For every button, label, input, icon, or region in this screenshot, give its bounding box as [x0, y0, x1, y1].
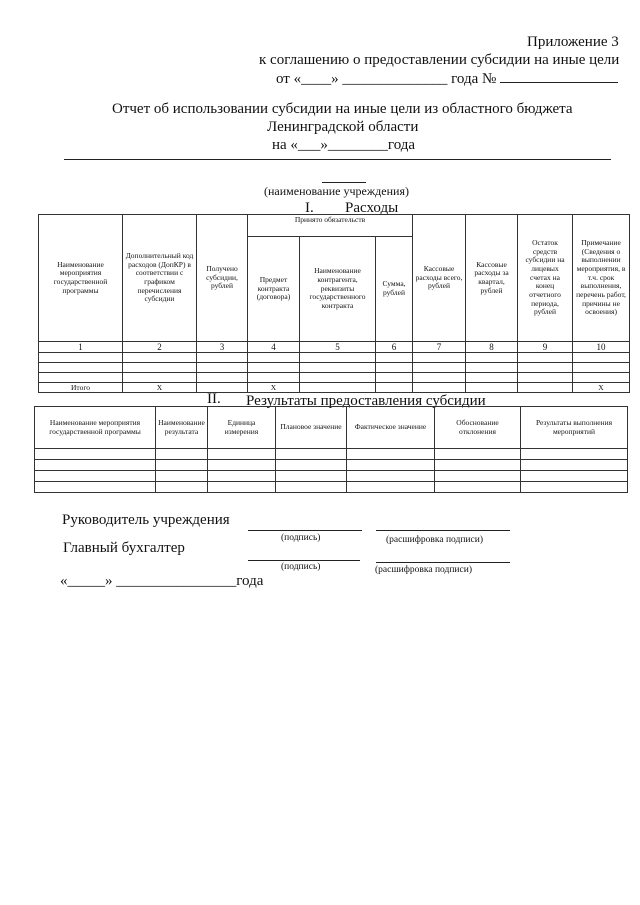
col-actual-value: Фактическое значение	[347, 407, 435, 449]
num-4: 4	[248, 342, 300, 353]
signature-date[interactable]: «_____» ________________года	[60, 573, 264, 589]
col-balance: Остаток средств субсидии на лицевых счетах на конец отчетного периода, рублей	[518, 215, 573, 342]
institution-short-line	[322, 182, 366, 183]
report-date: на «___»________года	[272, 137, 416, 153]
col-results: Результаты выполнения мероприятий	[521, 407, 628, 449]
results-header-row	[35, 407, 628, 449]
col-cash-quarter: Кассовые расходы за квартал, рублей	[466, 215, 518, 342]
num-5: 5	[300, 342, 376, 353]
expenses-number-row	[39, 342, 630, 353]
institution-name-field[interactable]	[64, 159, 611, 160]
num-10: 10	[573, 342, 630, 353]
agreement-number-field[interactable]	[500, 70, 618, 83]
col-counterparty: Наименование контрагента, реквизиты государственного контракта	[300, 237, 376, 342]
total-x-note: X	[573, 383, 630, 393]
num-8: 8	[466, 342, 518, 353]
total-label: Итого	[39, 383, 123, 393]
col-received-subsidy: Получено субсидии, рублей	[197, 215, 248, 342]
accountant-signature-caption: (подпись)	[281, 562, 321, 572]
table-row[interactable]	[39, 363, 630, 373]
institution-caption: (наименование учреждения)	[264, 184, 409, 198]
table-row[interactable]	[35, 460, 628, 471]
num-7: 7	[413, 342, 466, 353]
total-row	[39, 383, 630, 393]
col-result-name: Наименование результата	[156, 407, 208, 449]
expenses-table	[38, 214, 630, 393]
col-additional-code: Дополнительный код расходов (ДопКР) в соответствии с графиком перечисления субсидии	[123, 215, 197, 342]
section1-number: I.	[305, 200, 314, 216]
head-decoding-field[interactable]	[376, 530, 510, 531]
accountant-label: Главный бухгалтер	[63, 540, 185, 556]
col-sum: Сумма, рублей	[376, 237, 413, 342]
agreement-date-text: от «____» ______________ года №	[276, 71, 497, 87]
table-row[interactable]	[35, 449, 628, 460]
section2-title: Результаты предоставления субсидии	[246, 393, 486, 409]
col-contract-subject: Предмет контракта (договора)	[248, 237, 300, 342]
col-unit: Единица измерения	[208, 407, 276, 449]
col-group-obligations: Принято обязательств	[248, 215, 413, 237]
num-3: 3	[197, 342, 248, 353]
agreement-date	[276, 70, 618, 88]
head-decoding-caption: (расшифровка подписи)	[386, 535, 483, 545]
head-signature-caption: (подпись)	[281, 533, 321, 543]
accountant-decoding-field[interactable]	[376, 562, 510, 563]
table-row[interactable]	[39, 373, 630, 383]
num-1: 1	[39, 342, 123, 353]
num-2: 2	[123, 342, 197, 353]
section2-number: II.	[207, 391, 221, 407]
table-row[interactable]	[35, 482, 628, 493]
head-label: Руководитель учреждения	[62, 512, 230, 528]
col-activity-name: Наименование мероприятия государственной программы	[39, 215, 123, 342]
table-row[interactable]	[39, 353, 630, 363]
appendix-label: Приложение 3	[527, 34, 619, 50]
total-x-code: X	[123, 383, 197, 393]
num-9: 9	[518, 342, 573, 353]
report-title: Отчет об использовании субсидии на иные цели из областного бюджета	[112, 101, 573, 117]
table-row[interactable]	[35, 471, 628, 482]
col-planned-value: Плановое значение	[276, 407, 347, 449]
col-result-activity: Наименование мероприятия государственной программы	[35, 407, 156, 449]
expenses-header-row-1	[39, 215, 630, 237]
col-note: Примечание (Сведения о выполнении мероприятия, в т.ч. срок выполнения, перечень работ, причины не освоения)	[573, 215, 630, 342]
report-title-region: Ленинградской области	[267, 119, 419, 135]
accountant-decoding-caption: (расшифровка подписи)	[375, 565, 472, 575]
accountant-signature-field[interactable]	[248, 560, 360, 561]
agreement-line: к соглашению о предоставлении субсидии на иные цели	[259, 52, 620, 68]
col-deviation-reason: Обоснование отклонения	[435, 407, 521, 449]
section1-title: Расходы	[345, 200, 399, 216]
total-x-subject: X	[248, 383, 300, 393]
col-cash-total: Кассовые расходы всего, рублей	[413, 215, 466, 342]
results-table	[34, 406, 628, 493]
num-6: 6	[376, 342, 413, 353]
head-signature-field[interactable]	[248, 530, 362, 531]
